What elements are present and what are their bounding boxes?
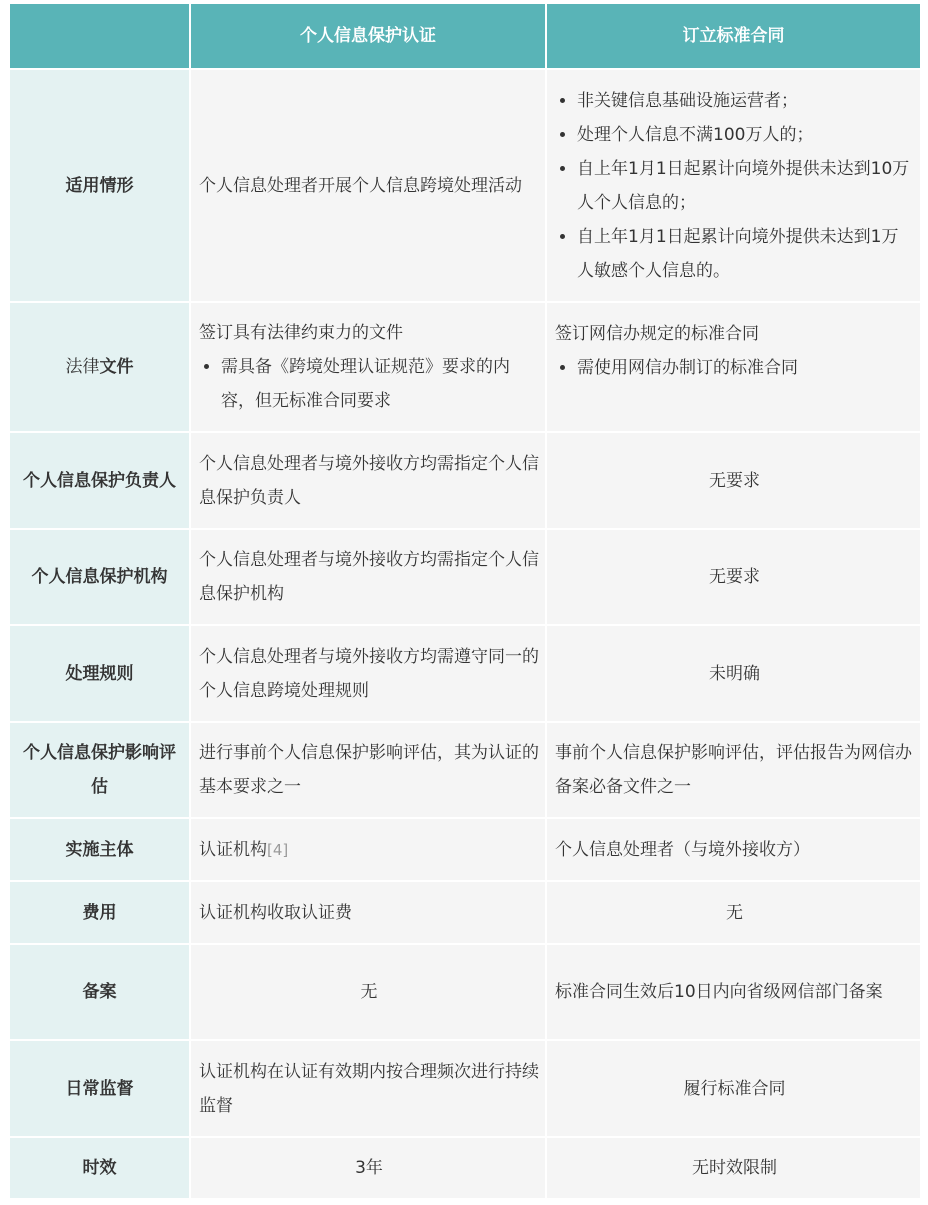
cell-agency-cert: 个人信息处理者与境外接收方均需指定个人信息保护机构: [190, 529, 546, 625]
row-label-impact: 个人信息保护影响评估: [9, 722, 190, 818]
header-standard-contract: 订立标准合同: [546, 3, 921, 69]
row-label-fee: 费用: [9, 881, 190, 944]
row-label-officer: 个人信息保护负责人: [9, 432, 190, 529]
cell-rules-contract: 未明确: [546, 625, 921, 722]
row-label-subject: 实施主体: [9, 818, 190, 881]
legal-contract-main: 签订网信办规定的标准合同: [555, 324, 759, 344]
header-corner: [9, 3, 190, 69]
cell-impact-contract: 事前个人信息保护影响评估，评估报告为网信办备案必备文件之一: [546, 722, 921, 818]
list-item: • 需使用网信办制订的标准合同: [577, 351, 914, 385]
cell-supervision-cert: 认证机构在认证有效期内按合理频次进行持续监督: [190, 1040, 546, 1137]
subject-cert-text: 认证机构: [199, 839, 267, 860]
header-certification: 个人信息保护认证: [190, 3, 546, 69]
row-validity: [9, 1137, 921, 1199]
cell-scope-contract: [546, 69, 921, 302]
cell-officer-contract: 无要求: [546, 432, 921, 529]
row-label-legal-bold: 文件: [99, 357, 134, 377]
row-filing: [9, 944, 921, 1040]
row-scope: [9, 69, 921, 302]
row-label-scope: 适用情形: [9, 69, 190, 302]
row-label-legal-plain: 法律: [65, 357, 100, 377]
legal-cert-list: [199, 350, 539, 418]
comparison-table: [8, 2, 922, 1200]
legal-cert-main: 签订具有法律约束力的文件: [199, 323, 403, 343]
row-subject: [9, 818, 921, 881]
list-item: • 自上年1月1日起累计向境外提供未达到10万人个人信息的；: [577, 152, 914, 220]
row-supervision: [9, 1040, 921, 1137]
row-impact: [9, 722, 921, 818]
row-label-validity: 时效: [9, 1137, 190, 1199]
row-label-rules: 处理规则: [9, 625, 190, 722]
header-row: [9, 3, 921, 69]
list-item: • 需具备《跨境处理认证规范》要求的内容，但无标准合同要求: [221, 350, 539, 418]
legal-contract-list: [555, 351, 914, 385]
cell-impact-cert: 进行事前个人信息保护影响评估，其为认证的基本要求之一: [190, 722, 546, 818]
row-label-agency: 个人信息保护机构: [9, 529, 190, 625]
list-item: • 自上年1月1日起累计向境外提供未达到1万人敏感个人信息的。: [577, 220, 914, 288]
cell-agency-contract: 无要求: [546, 529, 921, 625]
row-officer: [9, 432, 921, 529]
cell-subject-contract: 个人信息处理者（与境外接收方）: [546, 818, 921, 881]
cell-rules-cert: 个人信息处理者与境外接收方均需遵守同一的个人信息跨境处理规则: [190, 625, 546, 722]
cell-supervision-contract: 履行标准合同: [546, 1040, 921, 1137]
cell-validity-cert: 3年: [190, 1137, 546, 1199]
cell-scope-cert: 个人信息处理者开展个人信息跨境处理活动: [190, 69, 546, 302]
scope-contract-list: [555, 84, 914, 288]
list-item: • 处理个人信息不满100万人的；: [577, 118, 914, 152]
cell-fee-contract: 无: [546, 881, 921, 944]
list-item: • 非关键信息基础设施运营者；: [577, 84, 914, 118]
cell-legal-contract: [546, 302, 921, 432]
cell-fee-cert: 认证机构收取认证费: [190, 881, 546, 944]
row-label-filing: 备案: [9, 944, 190, 1040]
cell-validity-contract: 无时效限制: [546, 1137, 921, 1199]
row-legal: [9, 302, 921, 432]
cell-officer-cert: 个人信息处理者与境外接收方均需指定个人信息保护负责人: [190, 432, 546, 529]
cell-filing-contract: 标准合同生效后10日内向省级网信部门备案: [546, 944, 921, 1040]
row-rules: [9, 625, 921, 722]
citation-link[interactable]: [4]: [267, 840, 289, 859]
row-fee: [9, 881, 921, 944]
row-label-legal: [9, 302, 190, 432]
cell-subject-cert: [190, 818, 546, 881]
row-agency: [9, 529, 921, 625]
row-label-supervision: 日常监督: [9, 1040, 190, 1137]
cell-filing-cert: 无: [190, 944, 546, 1040]
cell-legal-cert: [190, 302, 546, 432]
